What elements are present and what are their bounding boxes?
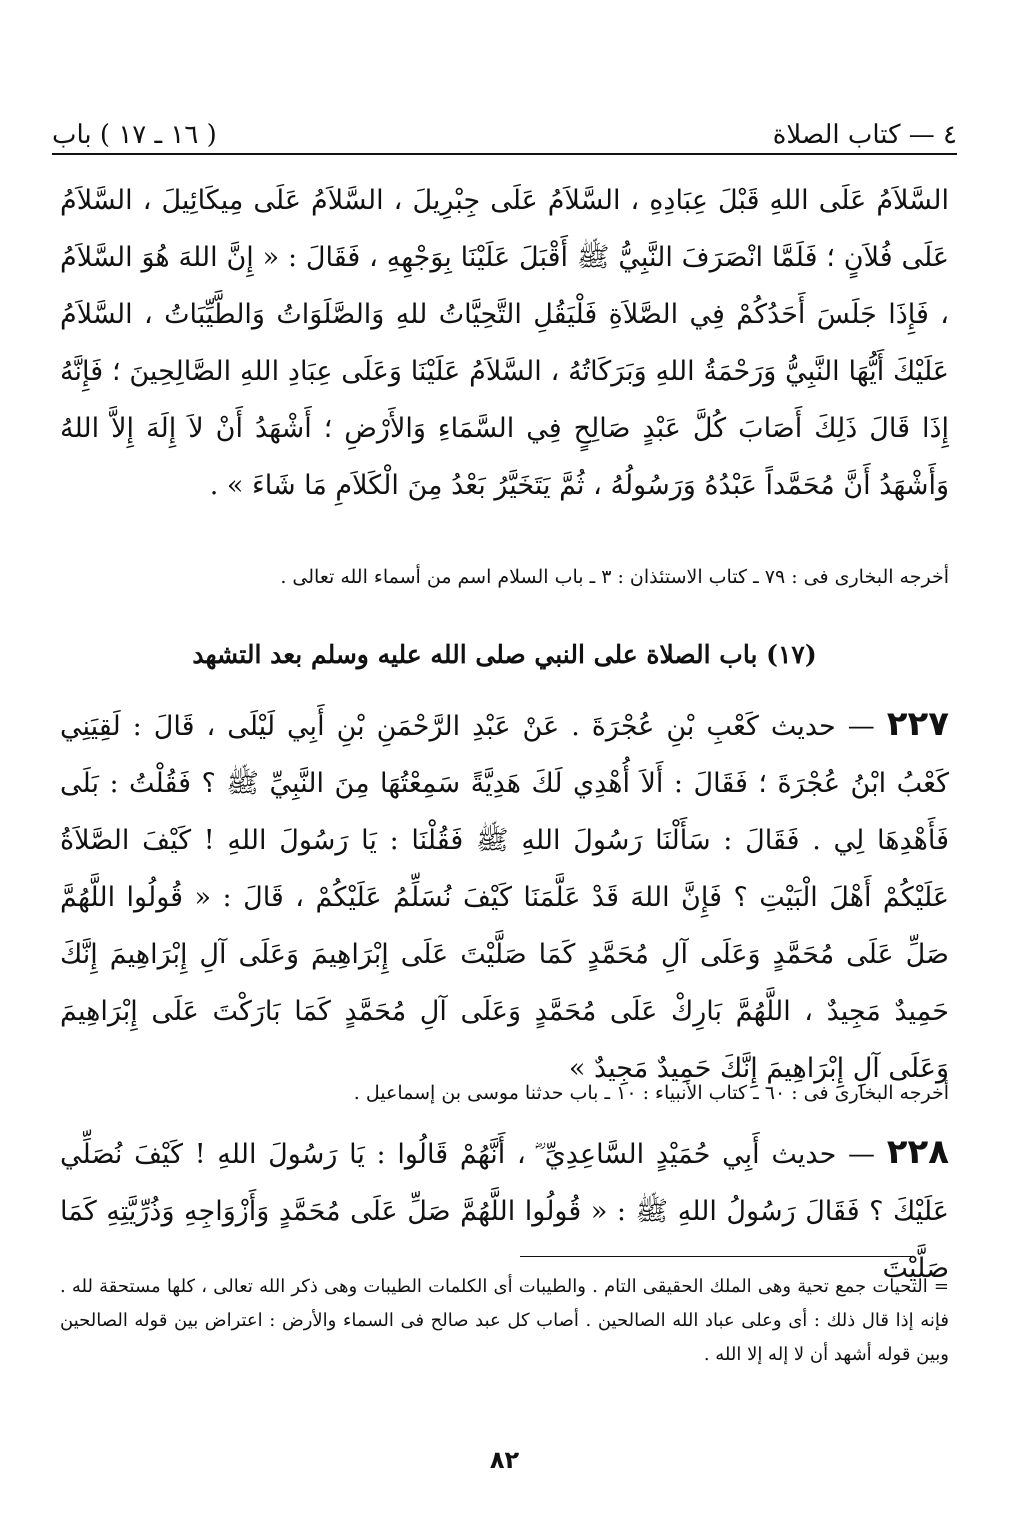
section-17-title: (١٧) باب الصلاة على النبي صلى الله عليه وسلم بعد التشهد — [192, 640, 817, 669]
reference-227: أخرجه البخارى فى : ٦٠ ـ كتاب الأنبياء : ١٠ ـ باب حدثنا موسى بن إسماعيل . — [353, 1082, 949, 1104]
page-number: ٨٢ — [489, 1446, 520, 1474]
hadith-226-text: السَّلاَمُ عَلَى اللهِ قَبْلَ عِبَادِهِ ، السَّلاَمُ عَلَى جِبْرِيلَ ، السَّلاَمُ عَلَى مِيكَائِيلَ ، السَّلاَمُ عَلَى فُلاَنٍ ؛ فَلَمَّا انْصَرَفَ النَّبِيُّ ﷺ أَقْبَلَ عَلَيْنَا بِوَجْهِهِ ، فَقَالَ : « إِنَّ اللهَ هُوَ السَّلاَمُ ، فَإِذَا جَلَسَ أَحَدُكُمْ فِي الصَّلاَةِ فَلْيَقُلِ التَّحِيَّاتُ للهِ وَالصَّلَوَاتُ وَالطَّيِّبَاتُ ، السَّلاَمُ عَلَيْكَ أَيُّهَا النَّبِيُّ وَرَحْمَةُ اللهِ وَبَرَكَاتُهُ ، السَّلاَمُ عَلَيْنَا وَعَلَى عِبَادِ اللهِ الصَّالِحِينَ ؛ فَإِنَّهُ إِذَا قَالَ ذَلِكَ أَصَابَ كُلَّ عَبْدٍ صَالِحٍ فِي السَّمَاءِ وَالأَرْضِ ؛ أَشْهَدُ أَنْ لاَ إِلَهَ إِلاَّ اللهُ وَأَشْهَدُ أَنَّ مُحَمَّداً عَبْدُهُ وَرَسُولُهُ ، ثُمَّ يَتَخَيَّرُ بَعْدُ مِنَ الْكَلاَمِ مَا شَاءَ » . — [60, 185, 949, 501]
footnote-rule — [520, 1256, 912, 1257]
hadith-number: ٢٢٧ — [886, 704, 949, 744]
hadith-228-text: — حديث أَبِي حُمَيْدٍ السَّاعِدِيِّ ؓ ، أَنَّهُمْ قَالُوا : يَا رَسُولَ اللهِ ! كَيْفَ نُصَلِّي عَلَيْكَ ؟ فَقَالَ رَسُولُ اللهِ ﷺ : « قُولُوا اللَّهُمَّ صَلِّ عَلَى مُحَمَّدٍ وَأَزْوَاجِهِ وَذُرِّيَّتِهِ كَمَا صَلَّيْتَ — [60, 1139, 949, 1284]
hadith-227 — [60, 696, 949, 1097]
hadith-number: ٢٢٨ — [886, 1132, 949, 1172]
header-rule — [52, 153, 957, 155]
section-range: ( ١٦ ـ ١٧ ) باب — [52, 120, 217, 150]
running-header — [52, 98, 957, 150]
footnote: = التحيات جمع تحية وهى الملك الحقيقى التام . والطيبات أى الكلمات الطيبات وهى ذكر الله تعالى ، كلها مستحقة لله . فإنه إذا قال ذلك : أى وعلى عباد الله الصالحين . أصاب كل عبد صالح فى السماء والأرض : اعتراض بين قوله الصالحين وبين قوله أشهد أن لا إله إلا الله . — [60, 1276, 949, 1365]
hadith-227-text: — حديث كَعْبِ بْنِ عُجْرَةَ . عَنْ عَبْدِ الرَّحْمَنِ بْنِ أَبِي لَيْلَى ، قَالَ : لَقِيَنِي كَعْبُ ابْنُ عُجْرَةَ ؛ فَقَالَ : أَلاَ أُهْدِي لَكَ هَدِيَّةً سَمِعْتُهَا مِنَ النَّبِيِّ ﷺ ؟ فَقُلْتُ : بَلَى فَأَهْدِهَا لِي . فَقَالَ : سَأَلْنَا رَسُولَ اللهِ ﷺ فَقُلْنَا : يَا رَسُولَ اللهِ ! كَيْفَ الصَّلاَةُ عَلَيْكُمْ أَهْلَ الْبَيْتِ ؟ فَإِنَّ اللهَ قَدْ عَلَّمَنَا كَيْفَ نُسَلِّمُ عَلَيْكُمْ ، قَالَ : « قُولُوا اللَّهُمَّ صَلِّ عَلَى مُحَمَّدٍ وَعَلَى آلِ مُحَمَّدٍ كَمَا صَلَّيْتَ عَلَى إِبْرَاهِيمَ وَعَلَى آلِ إِبْرَاهِيمَ إِنَّكَ حَمِيدٌ مَجِيدٌ ، اللَّهُمَّ بَارِكْ عَلَى مُحَمَّدٍ وَعَلَى آلِ مُحَمَّدٍ كَمَا بَارَكْتَ عَلَى إِبْرَاهِيمَ وَعَلَى آلِ إِبْرَاهِيمَ إِنَّكَ حَمِيدٌ مَجِيدٌ » — [60, 711, 949, 1084]
chapter-title: ٤ — كتاب الصلاة — [772, 120, 957, 150]
reference-226: أخرجه البخارى فى : ٧٩ ـ كتاب الاستئذان : ٣ ـ باب السلام اسم من أسماء الله تعالى . — [280, 566, 949, 588]
hadith-226-continuation — [60, 172, 949, 514]
